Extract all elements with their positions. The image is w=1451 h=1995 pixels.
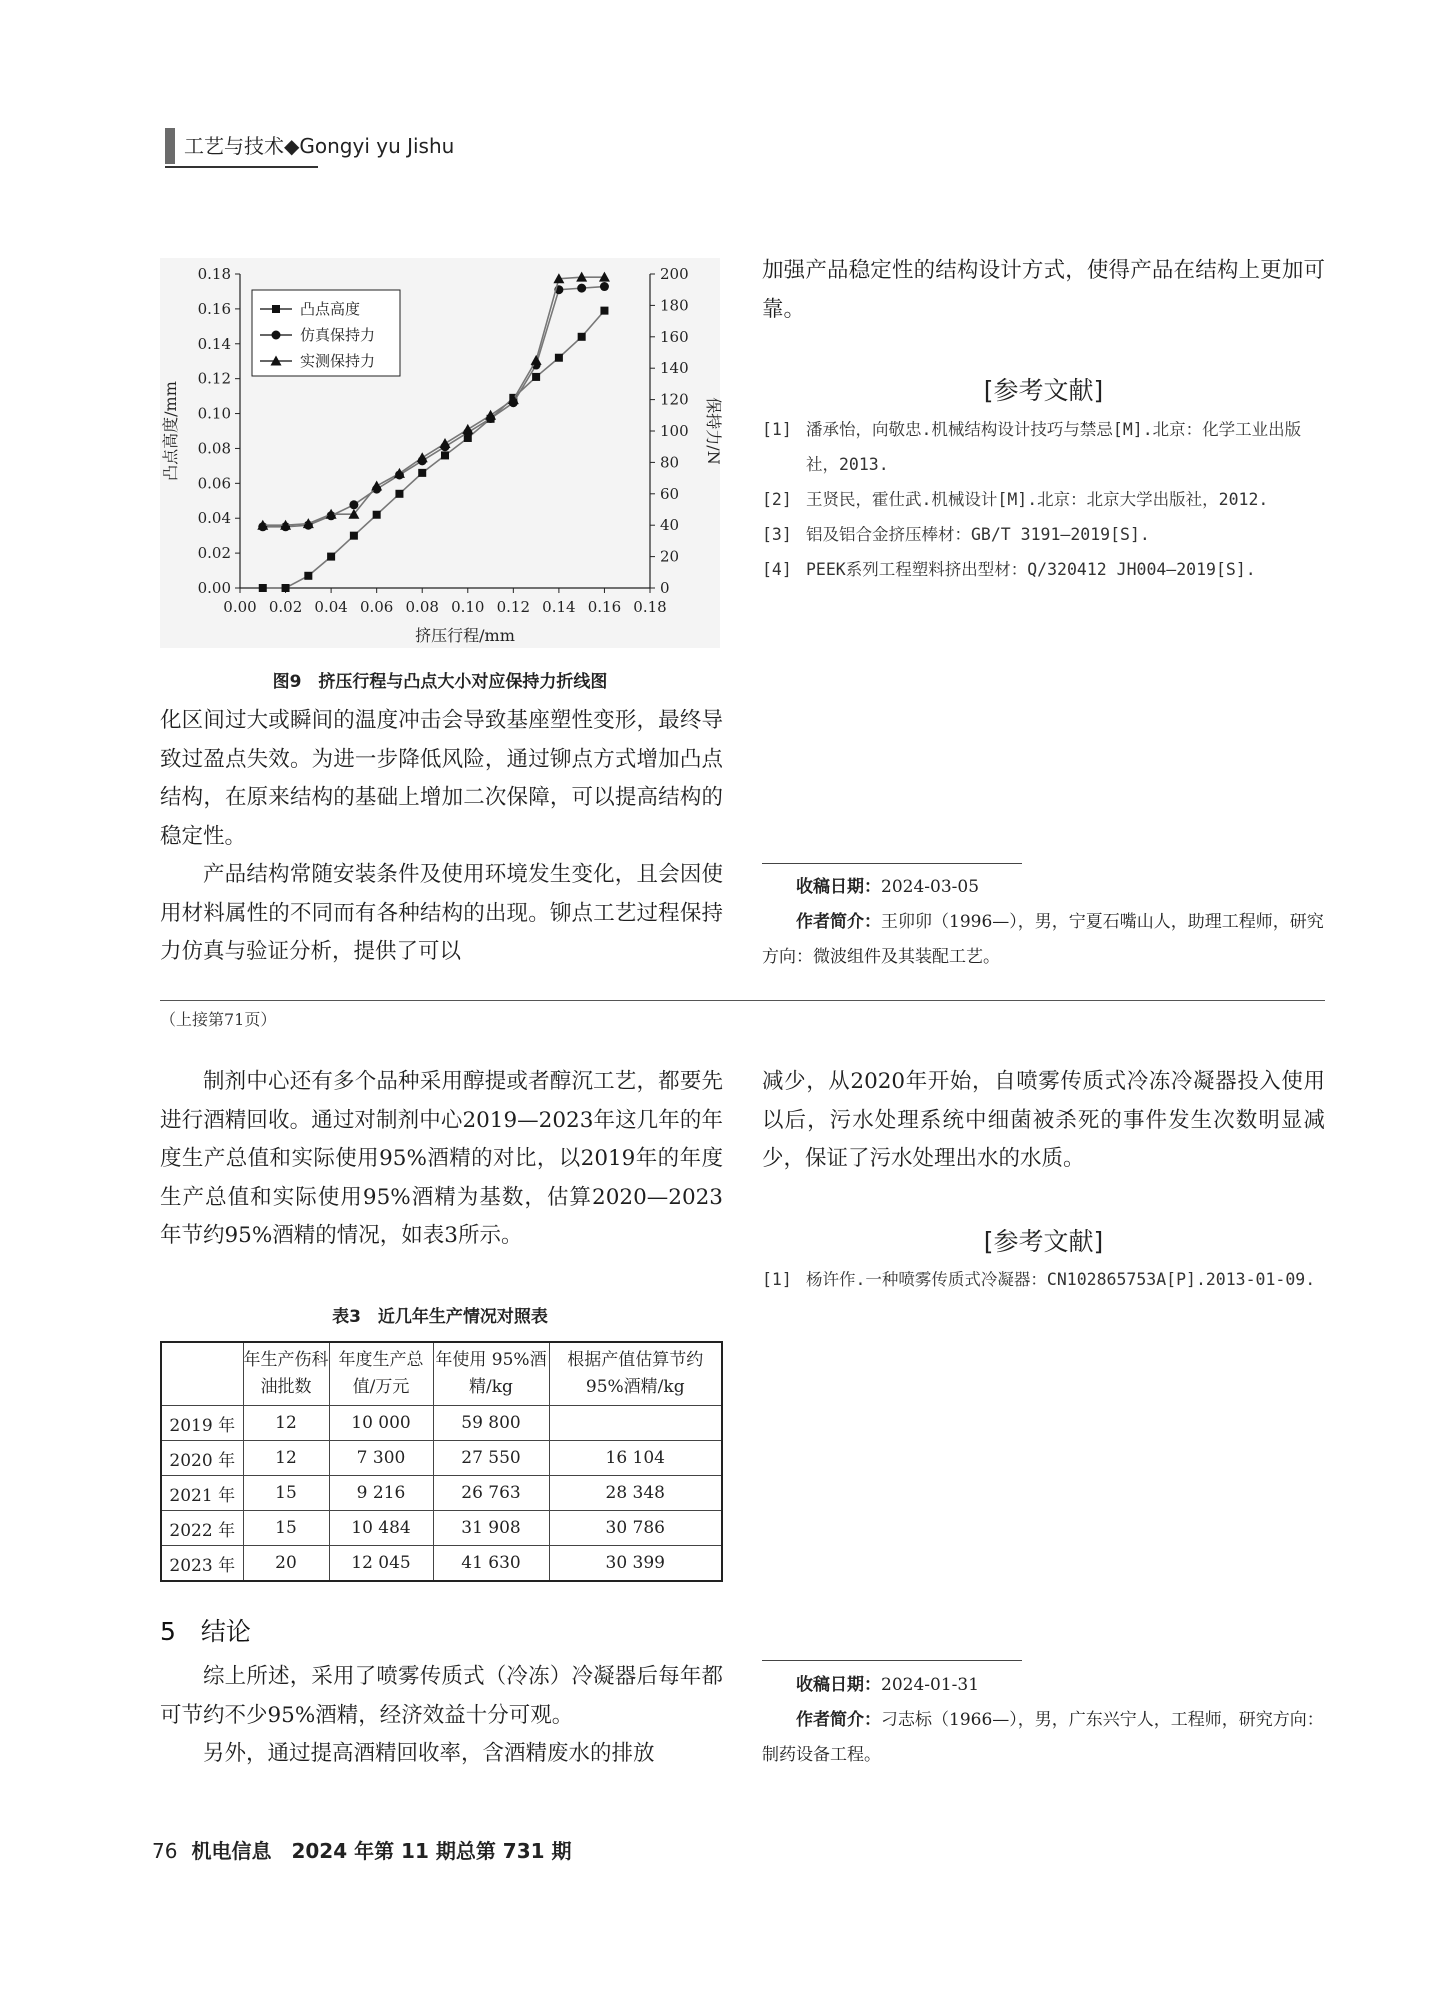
data-point — [578, 333, 586, 341]
data-point — [417, 452, 428, 462]
references-list — [762, 1262, 1325, 1297]
reference-item: [1] 杨许作.一种喷雾传质式冷凝器：CN102865753A[P].2013-01-09. — [762, 1270, 1316, 1289]
y2-tick-label: 160 — [660, 327, 689, 346]
table-cell: 26 763 — [433, 1476, 549, 1511]
x-tick-label: 0.00 — [223, 598, 257, 616]
footnote-rule — [762, 863, 1022, 864]
data-point — [349, 500, 358, 509]
data-point — [418, 469, 426, 477]
y2-tick-label: 180 — [660, 296, 689, 315]
table-header-cell: 根据产值估算节约 95%酒精/kg — [549, 1342, 722, 1406]
data-point — [350, 532, 358, 540]
figure-9 — [160, 258, 723, 648]
table-cell: 30 786 — [549, 1511, 722, 1546]
y2-tick-label: 140 — [660, 359, 689, 378]
table-row — [161, 1441, 722, 1476]
y-tick-label: 0.08 — [197, 439, 231, 458]
section-header: 工艺与技术◆Gongyi yu Jishu — [184, 134, 455, 158]
paragraph: 综上所述，采用了喷雾传质式（冷冻）冷凝器后每年都可节约不少95%酒精，经济效益十分可观。 — [160, 1664, 723, 1728]
references-title: [参考文献] — [983, 376, 1104, 405]
conclusion-text — [160, 1658, 723, 1774]
legend-label: 凸点高度 — [300, 300, 361, 318]
table-cell: 12 045 — [329, 1546, 433, 1582]
header-underline — [165, 166, 318, 168]
table-header-cell: 年度生产总值/万元 — [329, 1342, 433, 1406]
table-cell: 12 — [243, 1406, 329, 1441]
data-point — [272, 331, 281, 340]
table-row — [161, 1406, 722, 1441]
table-cell: 2019 年 — [161, 1406, 243, 1441]
data-point — [462, 424, 473, 434]
table-header-cell: 年使用 95%酒精/kg — [433, 1342, 549, 1406]
article-meta — [762, 870, 1325, 975]
article-divider — [160, 1000, 1325, 1001]
table-header-row — [161, 1342, 722, 1406]
reference-item: [1] 潘承怡，向敬忠.机械结构设计技巧与禁忌[M].北京：化学工业出版社，2013. — [762, 420, 1302, 474]
table-cell: 16 104 — [549, 1441, 722, 1476]
data-point — [304, 572, 312, 580]
table-title: 表3 近几年生产情况对照表 — [332, 1307, 548, 1327]
data-point — [440, 438, 451, 448]
x-tick-label: 0.02 — [268, 598, 303, 616]
x-tick-label: 0.08 — [405, 598, 439, 616]
y-tick-label: 0.02 — [197, 544, 231, 563]
table-header-cell: 年生产伤科油批数 — [243, 1342, 329, 1406]
production-table — [160, 1341, 723, 1582]
data-point — [532, 373, 540, 381]
legend-label: 实测保持力 — [300, 352, 376, 370]
y-tick-label: 0.14 — [197, 334, 231, 353]
section-title-conclusion: 5 结论 — [160, 1617, 251, 1646]
data-point — [373, 511, 381, 519]
table-cell — [549, 1406, 722, 1441]
table-row — [161, 1546, 722, 1582]
data-point — [531, 355, 542, 365]
table-cell: 2021 年 — [161, 1476, 243, 1511]
y-axis-label: 凸点高度/mm — [161, 381, 180, 481]
table-cell: 12 — [243, 1441, 329, 1476]
paragraph: 另外，通过提高酒精回收率，含酒精废水的排放 — [203, 1741, 655, 1766]
left-bottom-paragraph: 制剂中心还有多个品种采用醇提或者醇沉工艺，都要先进行酒精回收。通过对制剂中心2019—2023年这几年的年度生产总值和实际使用95%酒精的对比，以2019年的年度生产总值和实际使用95%酒精为基数，估算2020—2023年节约95%酒精的情况，如表3所示。 — [160, 1069, 723, 1248]
table-row — [161, 1476, 722, 1511]
table-row — [161, 1511, 722, 1546]
data-point — [282, 584, 290, 592]
table-cell: 28 348 — [549, 1476, 722, 1511]
y-tick-label: 0.06 — [197, 474, 231, 493]
data-point — [441, 451, 449, 459]
page-footer — [152, 1835, 572, 1864]
table-cell: 7 300 — [329, 1441, 433, 1476]
x-tick-label: 0.12 — [496, 598, 531, 616]
y2-axis-label: 保持力/N — [704, 397, 723, 465]
data-point — [577, 284, 586, 293]
table-cell: 41 630 — [433, 1546, 549, 1582]
right-bottom-paragraph: 减少，从2020年开始，自喷雾传质式冷冻冷凝器投入使用以后，污水处理系统中细菌被杀死的事件发生次数明显减少，保证了污水处理出水的水质。 — [762, 1069, 1325, 1171]
left-top-text — [160, 702, 723, 972]
y-tick-label: 0.04 — [197, 509, 231, 528]
x-tick-label: 0.06 — [359, 598, 394, 616]
table-cell: 10 484 — [329, 1511, 433, 1546]
data-point — [600, 282, 609, 291]
legend-label: 仿真保持力 — [300, 326, 376, 344]
data-point — [259, 584, 267, 592]
x-tick-label: 0.16 — [587, 598, 622, 616]
table-cell: 27 550 — [433, 1441, 549, 1476]
table-cell: 2022 年 — [161, 1511, 243, 1546]
table-cell: 15 — [243, 1476, 329, 1511]
table-cell: 9 216 — [329, 1476, 433, 1511]
data-point — [600, 307, 608, 315]
author-bio: 作者简介：王卯卯（1996—），男，宁夏石嘴山人，助理工程师，研究方向：微波组件及其装配工艺。 — [762, 912, 1324, 967]
data-point — [555, 354, 563, 362]
table-cell: 30 399 — [549, 1546, 722, 1582]
y2-tick-label: 40 — [660, 516, 680, 535]
table-cell: 2020 年 — [161, 1441, 243, 1476]
references-title: [参考文献] — [983, 1227, 1104, 1256]
table-cell: 10 000 — [329, 1406, 433, 1441]
x-tick-label: 0.04 — [314, 598, 348, 616]
y2-tick-label: 20 — [660, 547, 680, 566]
references-list — [762, 412, 1325, 587]
table-cell: 31 908 — [433, 1511, 549, 1546]
table-header-cell — [161, 1342, 243, 1406]
data-point — [371, 480, 382, 490]
reference-item: [2] 王贤民，霍仕武.机械设计[M].北京：北京大学出版社，2012. — [762, 490, 1269, 509]
continued-note: （上接第71页） — [160, 1010, 277, 1029]
received-date: 收稿日期：2024-03-05 — [796, 877, 980, 897]
author-bio: 作者简介：刁志标（1966—），男，广东兴宁人，工程师，研究方向：制药设备工程。 — [762, 1710, 1324, 1765]
data-point — [272, 305, 280, 313]
x-tick-label: 0.18 — [633, 598, 667, 616]
page-number: 76 — [152, 1839, 178, 1863]
y2-tick-label: 0 — [660, 579, 670, 597]
table-cell: 20 — [243, 1546, 329, 1582]
article-meta — [762, 1668, 1325, 1773]
data-point — [327, 553, 335, 561]
x-tick-label: 0.10 — [451, 598, 485, 616]
reference-item: [4] PEEK系列工程塑料挤出型材：Q/320412 JH004—2019[S]. — [762, 560, 1256, 579]
reference-item: [3] 铝及铝合金挤压棒材：GB/T 3191—2019[S]. — [762, 525, 1150, 544]
table-cell: 15 — [243, 1511, 329, 1546]
figure-caption: 图9 挤压行程与凸点大小对应保持力折线图 — [272, 672, 608, 692]
table-cell: 59 800 — [433, 1406, 549, 1441]
y-tick-label: 0.16 — [197, 299, 231, 318]
footnote-rule — [762, 1660, 1022, 1661]
received-date: 收稿日期：2024-01-31 — [796, 1675, 980, 1695]
header-accent-bar — [165, 128, 175, 164]
y-tick-label: 0.12 — [197, 369, 231, 388]
line-chart — [160, 258, 723, 648]
y2-tick-label: 100 — [660, 422, 689, 440]
paragraph: 化区间过大或瞬间的温度冲击会导致基座塑性变形，最终导致过盈点失效。为进一步降低风险，通过铆点方式增加凸点结构，在原来结构的基础上增加二次保障，可以提高结构的稳定性。 — [160, 708, 723, 849]
right-top-paragraph: 加强产品稳定性的结构设计方式，使得产品在结构上更加可靠。 — [762, 258, 1325, 322]
y-tick-label: 0.18 — [197, 265, 231, 283]
x-axis-label: 挤压行程/mm — [415, 626, 515, 645]
table-cell: 2023 年 — [161, 1546, 243, 1582]
paragraph: 产品结构常随安装条件及使用环境发生变化，且会因使用材料属性的不同而有各种结构的出现。铆点工艺过程保持力仿真与验证分析，提供了可以 — [160, 862, 723, 964]
x-tick-label: 0.14 — [542, 598, 576, 616]
journal-name: 机电信息 2024 年第 11 期总第 731 期 — [191, 1839, 572, 1863]
y-tick-label: 0.00 — [197, 579, 231, 597]
y2-tick-label: 120 — [660, 390, 689, 409]
data-point — [395, 490, 403, 498]
y2-tick-label: 60 — [660, 484, 680, 503]
y2-tick-label: 80 — [660, 453, 680, 472]
y-tick-label: 0.10 — [197, 404, 231, 423]
y2-tick-label: 200 — [660, 265, 689, 283]
